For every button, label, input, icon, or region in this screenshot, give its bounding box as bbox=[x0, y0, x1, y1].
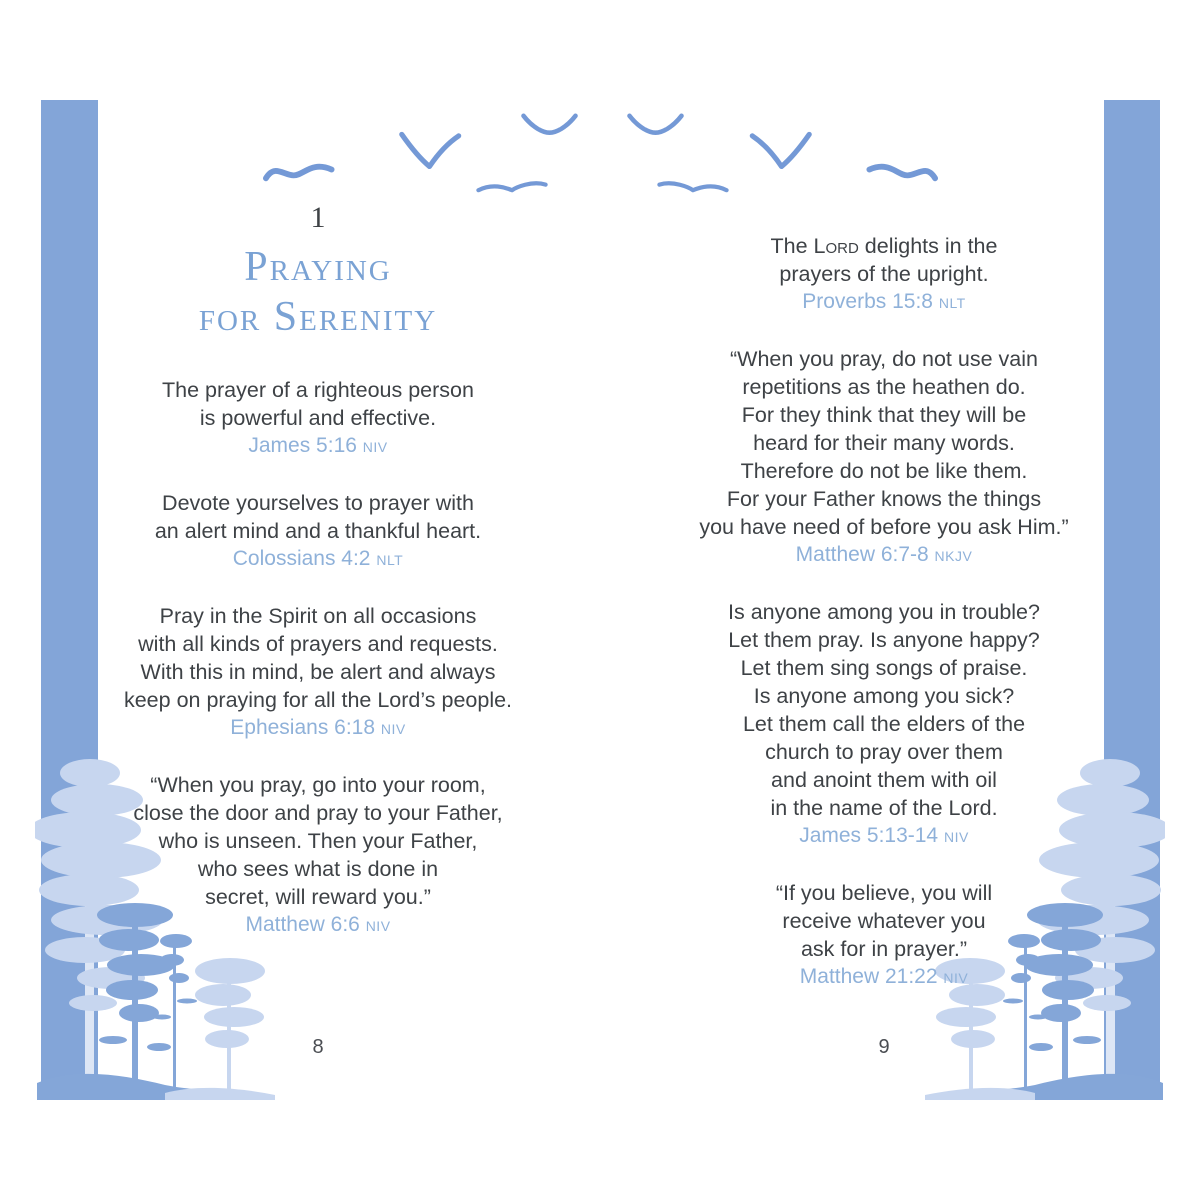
verse-reference: James 5:16 NIV bbox=[248, 434, 388, 457]
verse-line: “When you pray, do not use vain bbox=[730, 347, 1038, 371]
verse-line: Is anyone among you in trouble? bbox=[728, 600, 1040, 624]
verse-line: prayers of the upright. bbox=[779, 262, 989, 286]
verse-line: Devote yourselves to prayer with bbox=[162, 491, 474, 515]
verse-line: Let them sing songs of praise. bbox=[740, 656, 1028, 680]
verse-line: Therefore do not be like them. bbox=[740, 459, 1028, 483]
verse-line: For your Father knows the things bbox=[726, 487, 1042, 511]
bible-version: NIV bbox=[380, 721, 406, 737]
verse-line: With this in mind, be alert and always bbox=[140, 660, 496, 684]
page-number-right: 9 bbox=[878, 1036, 890, 1058]
verse-line: Is anyone among you sick? bbox=[753, 684, 1015, 708]
verse-line: in the name of the Lord. bbox=[770, 796, 998, 820]
verse-reference: Colossians 4:2 NLT bbox=[232, 547, 404, 570]
verse-line: and anoint them with oil bbox=[771, 768, 997, 792]
verse-reference: Matthew 6:7-8 NKJV bbox=[795, 543, 973, 566]
verse-block bbox=[106, 602, 530, 743]
verse-block bbox=[672, 345, 1096, 570]
verse-line: keep on praying for all the Lord’s people. bbox=[123, 688, 513, 712]
verse-line: The Lord delights in the bbox=[770, 234, 998, 258]
verse-line: “When you pray, go into your room, bbox=[150, 773, 486, 797]
verse-line: close the door and pray to your Father, bbox=[133, 801, 503, 825]
bible-version: NKJV bbox=[934, 548, 973, 564]
verse-block bbox=[672, 232, 1096, 317]
ground-mound-light bbox=[165, 1088, 275, 1100]
verse-line: For they think that they will be bbox=[741, 403, 1027, 427]
verse-line: “If you believe, you will bbox=[775, 881, 993, 905]
page-number-left: 8 bbox=[312, 1036, 324, 1058]
verse-line: you have need of before you ask Him.” bbox=[699, 515, 1069, 539]
verse-block bbox=[106, 489, 530, 574]
left-page-verses bbox=[106, 376, 530, 940]
verse-line: receive whatever you bbox=[782, 909, 986, 933]
bible-version: NIV bbox=[362, 439, 388, 455]
chapter-number: 1 bbox=[310, 201, 326, 234]
bird-flock-icon bbox=[255, 100, 945, 210]
verse-line: who is unseen. Then your Father, bbox=[158, 829, 478, 853]
bible-version: NIV bbox=[365, 918, 391, 934]
chapter-title-line-2: for Serenity bbox=[198, 294, 438, 340]
verse-line: The prayer of a righteous person bbox=[162, 378, 474, 402]
verse-block bbox=[672, 598, 1096, 851]
left-page bbox=[106, 200, 530, 968]
right-page bbox=[672, 232, 1096, 1020]
bible-version: NIV bbox=[943, 970, 969, 986]
verse-block bbox=[106, 376, 530, 461]
right-page-verses bbox=[672, 232, 1096, 992]
verse-line: Let them call the elders of the bbox=[742, 712, 1026, 736]
verse-line: ask for in prayer.” bbox=[800, 937, 968, 961]
bible-version: NLT bbox=[376, 552, 404, 568]
verse-reference: Proverbs 15:8 NLT bbox=[802, 290, 966, 313]
verse-line: Pray in the Spirit on all occasions bbox=[159, 604, 477, 628]
verse-reference: James 5:13-14 NIV bbox=[799, 824, 969, 847]
light-pine-small bbox=[195, 958, 265, 1100]
verse-line: who sees what is done in bbox=[197, 857, 439, 881]
verse-block bbox=[106, 771, 530, 940]
chapter-title bbox=[106, 242, 530, 342]
verse-reference: Matthew 21:22 NIV bbox=[799, 965, 969, 988]
verse-reference: Matthew 6:6 NIV bbox=[245, 913, 391, 936]
verse-line: Let them pray. Is anyone happy? bbox=[728, 628, 1040, 652]
verse-line: repetitions as the heathen do. bbox=[742, 375, 1026, 399]
verse-block bbox=[672, 879, 1096, 992]
verse-reference: Ephesians 6:18 NIV bbox=[230, 716, 406, 739]
verse-line: heard for their many words. bbox=[753, 431, 1015, 455]
verse-line: church to pray over them bbox=[765, 740, 1003, 764]
verse-line: with all kinds of prayers and requests. bbox=[138, 632, 498, 656]
chapter-title-line-1: Praying bbox=[244, 244, 392, 290]
bible-version: NIV bbox=[943, 829, 969, 845]
verse-line: an alert mind and a thankful heart. bbox=[154, 519, 482, 543]
verse-line: secret, will reward you.” bbox=[205, 885, 431, 909]
verse-line: is powerful and effective. bbox=[199, 406, 437, 430]
bible-version: NLT bbox=[938, 295, 966, 311]
